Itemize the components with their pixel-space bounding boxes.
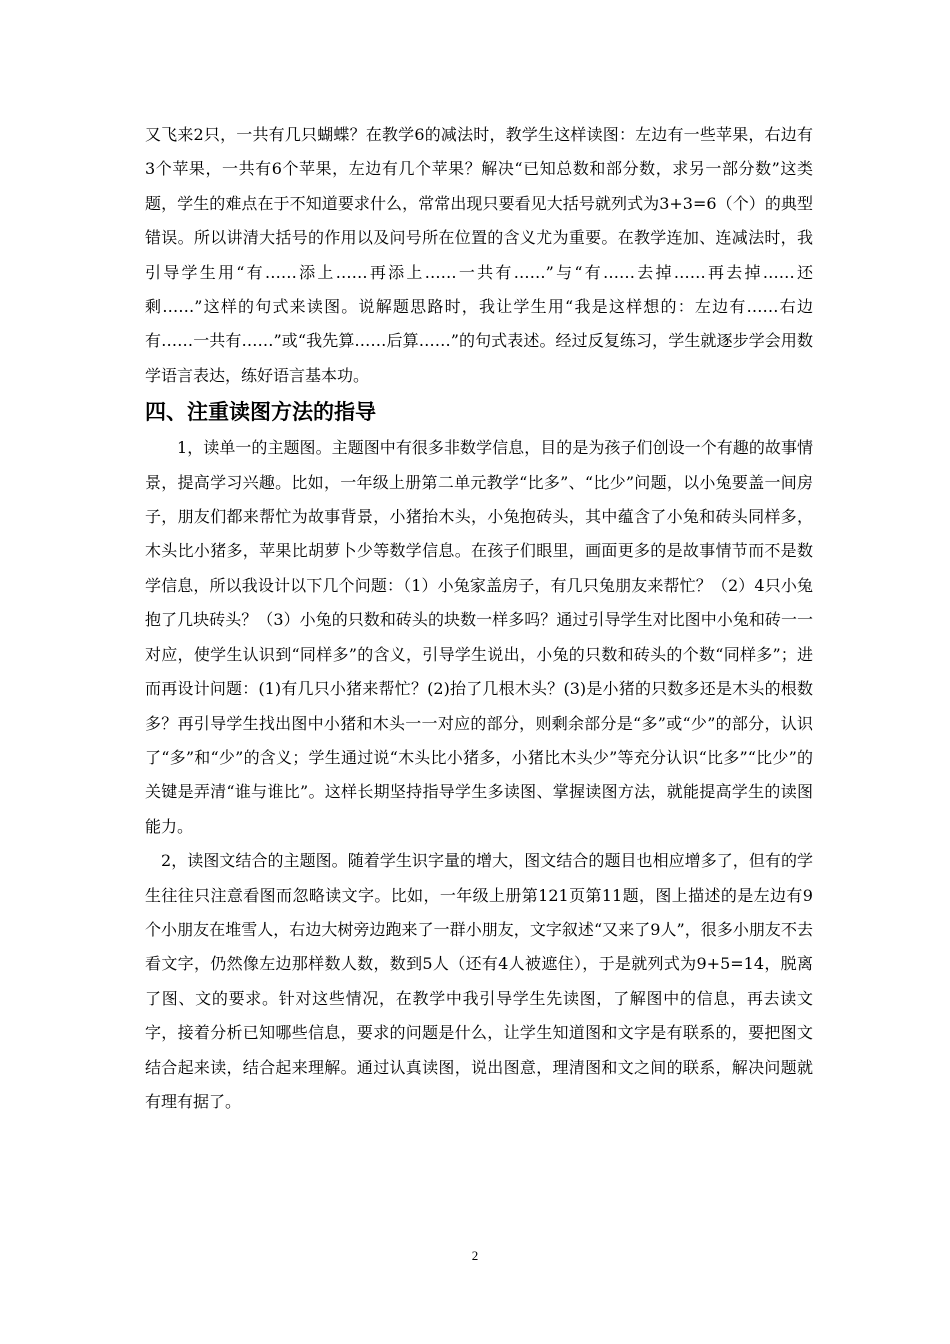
section-heading: 四、注重读图方法的指导 [145, 400, 376, 425]
page-body [145, 118, 813, 1119]
page-number: 2 [471, 1248, 479, 1263]
paragraph-single-theme-image: 1，读单一的主题图。主题图中有很多非数学信息，目的是为孩子们创设一个有趣的故事情景，提高学习兴趣。比如，一年级上册第二单元教学“比多”、“比少”问题，以小兔要盖一间房子，朋友们都来帮忙为故事背景，小猪抬木头，小兔抱砖头，其中蕴含了小兔和砖头同样多，木头比小猪多，苹果比胡萝卜少等数学信息。在孩子们眼里，画面更多的是故事情节而不是数学信息，所以我设计以下几个问题：（1）小兔家盖房子，有几只兔朋友来帮忙？（2）4只小兔抱了几块砖头？（3）小兔的只数和砖头的块数一样多吗？通过引导学生对比图中小兔和砖一一对应，使学生认识到“同样多”的含义，引导学生说出，小兔的只数和砖头的个数“同样多”；进而再设计问题：(1)有几只小猪来帮忙？(2)抬了几根木头？(3)是小猪的只数多还是木头的根数多？再引导学生找出图中小猪和木头一一对应的部分，则剩余部分是“多”或“少”的部分，认识了“多”和“少”的含义；学生通过说“木头比小猪多，小猪比木头少”等充分认识“比多”“比少”的关键是弄清“谁与谁比”。这样长期坚持指导学生多读图、掌握读图方法，就能提高学生的读图能力。 [145, 438, 813, 836]
paragraph-image-text-theme: 2，读图文结合的主题图。随着学生识字量的增大，图文结合的题目也相应增多了，但有的学生往往只注意看图而忽略读文字。比如，一年级上册第121页第11题，图上描述的是左边有9个小朋友在堆雪人，右边大树旁边跑来了一群小朋友，文字叙述“又来了9人”，很多小朋友不去看文字，仍然像左边那样数人数，数到5人（还有4人被遮住），于是就列式为9+5=14，脱离了图、文的要求。针对这些情况，在教学中我引导学生先读图，了解图中的信息，再去读文字，接着分析已知哪些信息，要求的问题是什么，让学生知道图和文字是有联系的，要把图文结合起来读，结合起来理解。通过认真读图，说出图意，理清图和文之间的联系，解决问题就有理有据了。 [145, 851, 813, 1111]
paragraph-continued: 又飞来2只，一共有几只蝴蝶？在教学6的减法时，教学生这样读图：左边有一些苹果，右边有3个苹果，一共有6个苹果，左边有几个苹果？解决“已知总数和部分数，求另一部分数”这类题，学生的难点在于不知道要求什么，常常出现只要看见大括号就列式为3+3=6（个）的典型错误。所以讲清大括号的作用以及问号所在位置的含义尤为重要。在教学连加、连减法时，我引导学生用“有……添上……再添上……一共有……”与“有……去掉……再去掉……还剩……”这样的句式来读图。说解题思路时，我让学生用“我是这样想的：左边有……右边有……一共有……”或“我先算……后算……”的句式表述。经过反复练习，学生就逐步学会用数学语言表达，练好语言基本功。 [145, 125, 813, 385]
